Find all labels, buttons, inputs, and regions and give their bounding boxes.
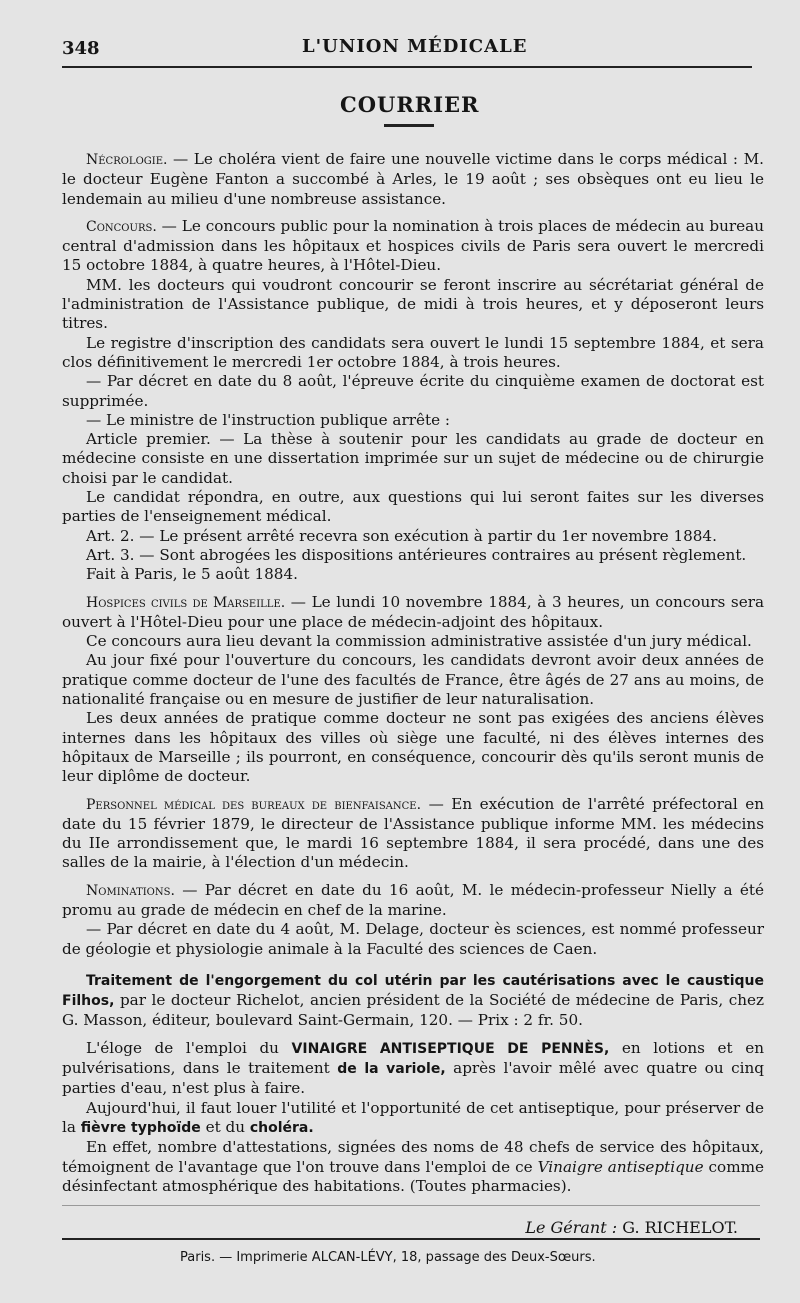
concours-label: Concours. [86, 218, 157, 235]
paragraph-necrologie [62, 150, 764, 209]
section-title: COURRIER [340, 92, 480, 117]
concours-text: — Le concours public pour la nomination à trois places de médecin au bureau central d'admission dans les hôpitaux et hospices civils de Paris sera ouvert le mercredi 15 octobre 1884, à quatre heures, à l'Hôtel-Dieu. [62, 216, 764, 275]
paragraph-hospices-annees: Les deux années de pratique comme docteur ne sont pas exigées des anciens élèves internes dans les hôpitaux des villes où siège une faculté, ni des élèves internes des hôpitaux de Marseille ; ils pourront, en conséquence, concourir dès qu'ils seront munis de leur diplôme de docteur. [62, 709, 764, 786]
aujourdhui-text-b: et du [200, 1117, 250, 1136]
paragraph-decret-doctorat: — Par décret en date du 8 août, l'épreuve écrite du cinquième examen de doctorat est supprimée. [62, 372, 764, 410]
variole-term: de la variole, [337, 1061, 446, 1078]
cholera-term: choléra. [249, 1119, 314, 1136]
personnel-label: Personnel médical des bureaux de bienfaisance. [86, 796, 422, 813]
paragraph-art2: Art. 2. — Le présent arrêté recevra son exécution à partir du 1er novembre 1884. [86, 526, 717, 545]
effet-text-a: En effet, nombre d'attestations, signées des noms de 48 chefs de service des hôpitaux, témoignent de l'avantage que l'on trouve dans l'emploi de ce [62, 1138, 764, 1176]
title-underline [384, 124, 434, 127]
footer-rule [62, 1238, 760, 1240]
vinaigre-product: VINAIGRE ANTISEPTIQUE DE PENNÈS, [291, 1040, 610, 1057]
running-head: L'UNION MÉDICALE [302, 36, 528, 57]
paragraph-art3: Art. 3. — Sont abrogées les dispositions antérieures contraires au présent règlement. [86, 545, 747, 564]
paragraph-personnel [62, 795, 764, 873]
effet-italic: Vinaigre antiseptique [537, 1157, 704, 1176]
vinaigre-text-b: en lotions et en pulvérisations, dans le traitement [62, 1038, 765, 1078]
printer-imprint: Paris. — Imprimerie ALCAN-LÉVY, 18, passage des Deux-Sœurs. [180, 1250, 596, 1265]
signature-name: G. RICHELOT. [617, 1218, 738, 1237]
nominations-label: Nominations. [86, 882, 175, 899]
nominations-text: — Par décret en date du 16 août, M. le médecin-professeur Nielly a été promu au grade de médecin en chef de la marine. [62, 880, 764, 919]
aujourdhui-text-a: Aujourd'hui, il faut louer l'utilité et l'opportunité de cet antiseptique, pour préserver de la [62, 1098, 764, 1136]
page-header [62, 34, 750, 62]
signature [525, 1218, 738, 1237]
paragraph-hospices-jour: Au jour fixé pour l'ouverture du concours, les candidats devront avoir deux années de pratique comme docteur de l'une des facultés de France, être âgés de 27 ans au moins, de nationalité française ou en mesure de justifier de leur naturalisation. [62, 651, 764, 709]
traitement-text: par le docteur Richelot, ancien président de la Société de médecine de Paris, chez G. Masson, éditeur, boulevard Saint-Germain, 120. — Prix : 2 fr. 50. [62, 991, 764, 1030]
paragraph-concours-mm: MM. les docteurs qui voudront concourir se feront inscrire au sécrétariat général de l'administration de l'Assistance publique, de midi à trois heures, et y déposeront leurs titres. [62, 275, 764, 333]
paragraph-ministre: — Le ministre de l'instruction publique arrête : [86, 410, 451, 429]
signature-label: Le Gérant : [525, 1218, 618, 1237]
vinaigre-text-a: L'éloge de l'emploi du [86, 1038, 292, 1057]
header-rule [62, 66, 752, 68]
article-body [62, 150, 764, 1196]
hospices-label: Hospices civils de Marseille. [86, 594, 286, 611]
paragraph-delage: — Par décret en date du 4 août, M. Delage, docteur ès sciences, est nommé professeur de géologie et physiologie animale à la Faculté des sciences de Caen. [62, 920, 764, 958]
paragraph-candidat: Le candidat répondra, en outre, aux questions qui lui seront faites sur les diverses parties de l'enseignement médical. [62, 488, 764, 526]
paragraph-article-premier: Article premier. — La thèse à soutenir pour les candidats au grade de docteur en médecine consiste en une dissertation imprimée sur un sujet de médecine ou de chirurgie choisi par le candidat. [62, 430, 764, 487]
personnel-text: — En exécution de l'arrêté préfectoral en date du 15 février 1879, le directeur de l'Assistance publique informe MM. les médecins du IIe arrondissement que, le mardi 16 septembre 1884, il sera procédé, dans une des salles de la mairie, à l'élection d'un médecin. [62, 794, 765, 872]
vinaigre-text-c: après l'avoir mêlé avec quatre ou cinq parties d'eau, n'est plus à faire. [62, 1059, 764, 1098]
hospices-text: — Le lundi 10 novembre 1884, à 3 heures, un concours sera ouvert à l'Hôtel-Dieu pour une place de médecin-adjoint des hôpitaux. [62, 592, 765, 631]
paragraph-hospices-jury: Ce concours aura lieu devant la commission administrative assistée d'un jury médical. [86, 632, 752, 651]
paragraph-hospices [62, 593, 764, 633]
paragraph-fait: Fait à Paris, le 5 août 1884. [86, 565, 298, 584]
paragraph-effet [62, 1138, 764, 1196]
paragraph-traitement [62, 971, 764, 1031]
paragraph-concours-registre: Le registre d'inscription des candidats sera ouvert le lundi 15 septembre 1884, et sera clos définitivement le mercredi 1er octobre 1884, à trois heures. [62, 333, 764, 371]
paragraph-vinaigre [62, 1039, 764, 1099]
page-number: 348 [62, 38, 100, 59]
paragraph-concours [62, 217, 764, 276]
paragraph-aujourdhui [62, 1099, 764, 1139]
necrologie-text: — Le choléra vient de faire une nouvelle victime dans le corps médical : M. le docteur Eugène Fanton a succombé à Arles, le 19 août ; ses obsèques ont eu lieu le lendemain au milieu d'une nombreuse assistance. [62, 150, 764, 208]
effet-text-b: comme désinfectant atmosphérique des habitations. (Toutes pharmacies). [62, 1157, 764, 1195]
typhoide-term: fièvre typhoïde [80, 1119, 201, 1136]
necrologie-label: Nécrologie. [86, 152, 168, 168]
closing-rule [62, 1205, 760, 1206]
traitement-title: Traitement de l'engorgement du col utérin par les cautérisations avec le caustique Filhos, [62, 972, 764, 1010]
paragraph-nominations [62, 881, 764, 921]
